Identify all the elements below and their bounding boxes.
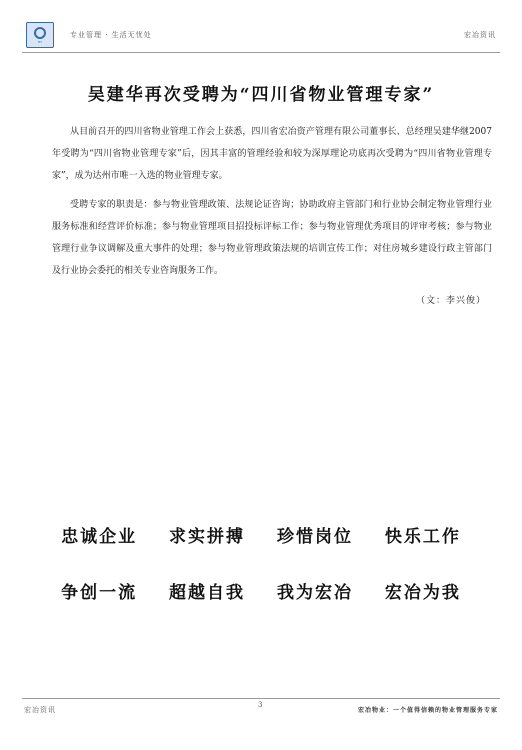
motto-item: 求实拼搏 [169,527,246,547]
motto-item: 超越自我 [169,583,246,603]
article-paragraph-2: 受聘专家的职责是：参与物业管理政策、法规论证咨询；协助政府主管部门和行业协会制定物业管理行业服务标准和经营评价标准；参与物业管理项目招投标评标工作；参与物业管理优秀项目的评审考核；参与物业管理行业争议调解及重大事件的处理；参与物业管理政策法规的培训宣传工作；对住房城乡建设行政主管部门及行业协会委托的相关专业咨询服务工作。 [52,200,492,276]
motto-line-2 [0,578,522,603]
motto-item: 珍惜岗位 [276,527,353,547]
article-title: 吴建华再次受聘为“四川省物业管理专家” [87,85,435,105]
motto-item: 快乐工作 [384,527,461,547]
article-paragraph-1: 从目前召开的四川省物业管理工作会上获悉，四川省宏冶资产管理有限公司董事长、总经理吴建华继2007年受聘为“四川省物业管理专家”后，因其丰富的管理经验和较为深厚理论功底再次受聘为“四川省物业管理专家”，成为达州市唯一入选的物业管理专家。 [52,127,492,181]
page-number: 3 [258,701,263,709]
footer-slogan: 宏冶物业：一个值得信赖的物业管理服务专家 [357,707,498,714]
article-body [52,121,492,312]
header-company: 宏冶资讯 [464,31,496,39]
page-footer [22,698,500,719]
footer-company: 宏冶资讯 [24,706,56,714]
company-logo: HY [26,22,54,48]
article-author: （文：李兴俊） [415,296,486,306]
motto-item: 争创一流 [61,583,138,603]
motto-line-1 [0,522,522,547]
motto-item: 我为宏冶 [276,583,353,603]
motto-item: 忠诚企业 [61,527,138,547]
page-header [22,18,500,53]
motto-item: 宏冶为我 [384,583,461,603]
header-slogan: 专业管理 · 生活无忧处 [70,31,152,39]
